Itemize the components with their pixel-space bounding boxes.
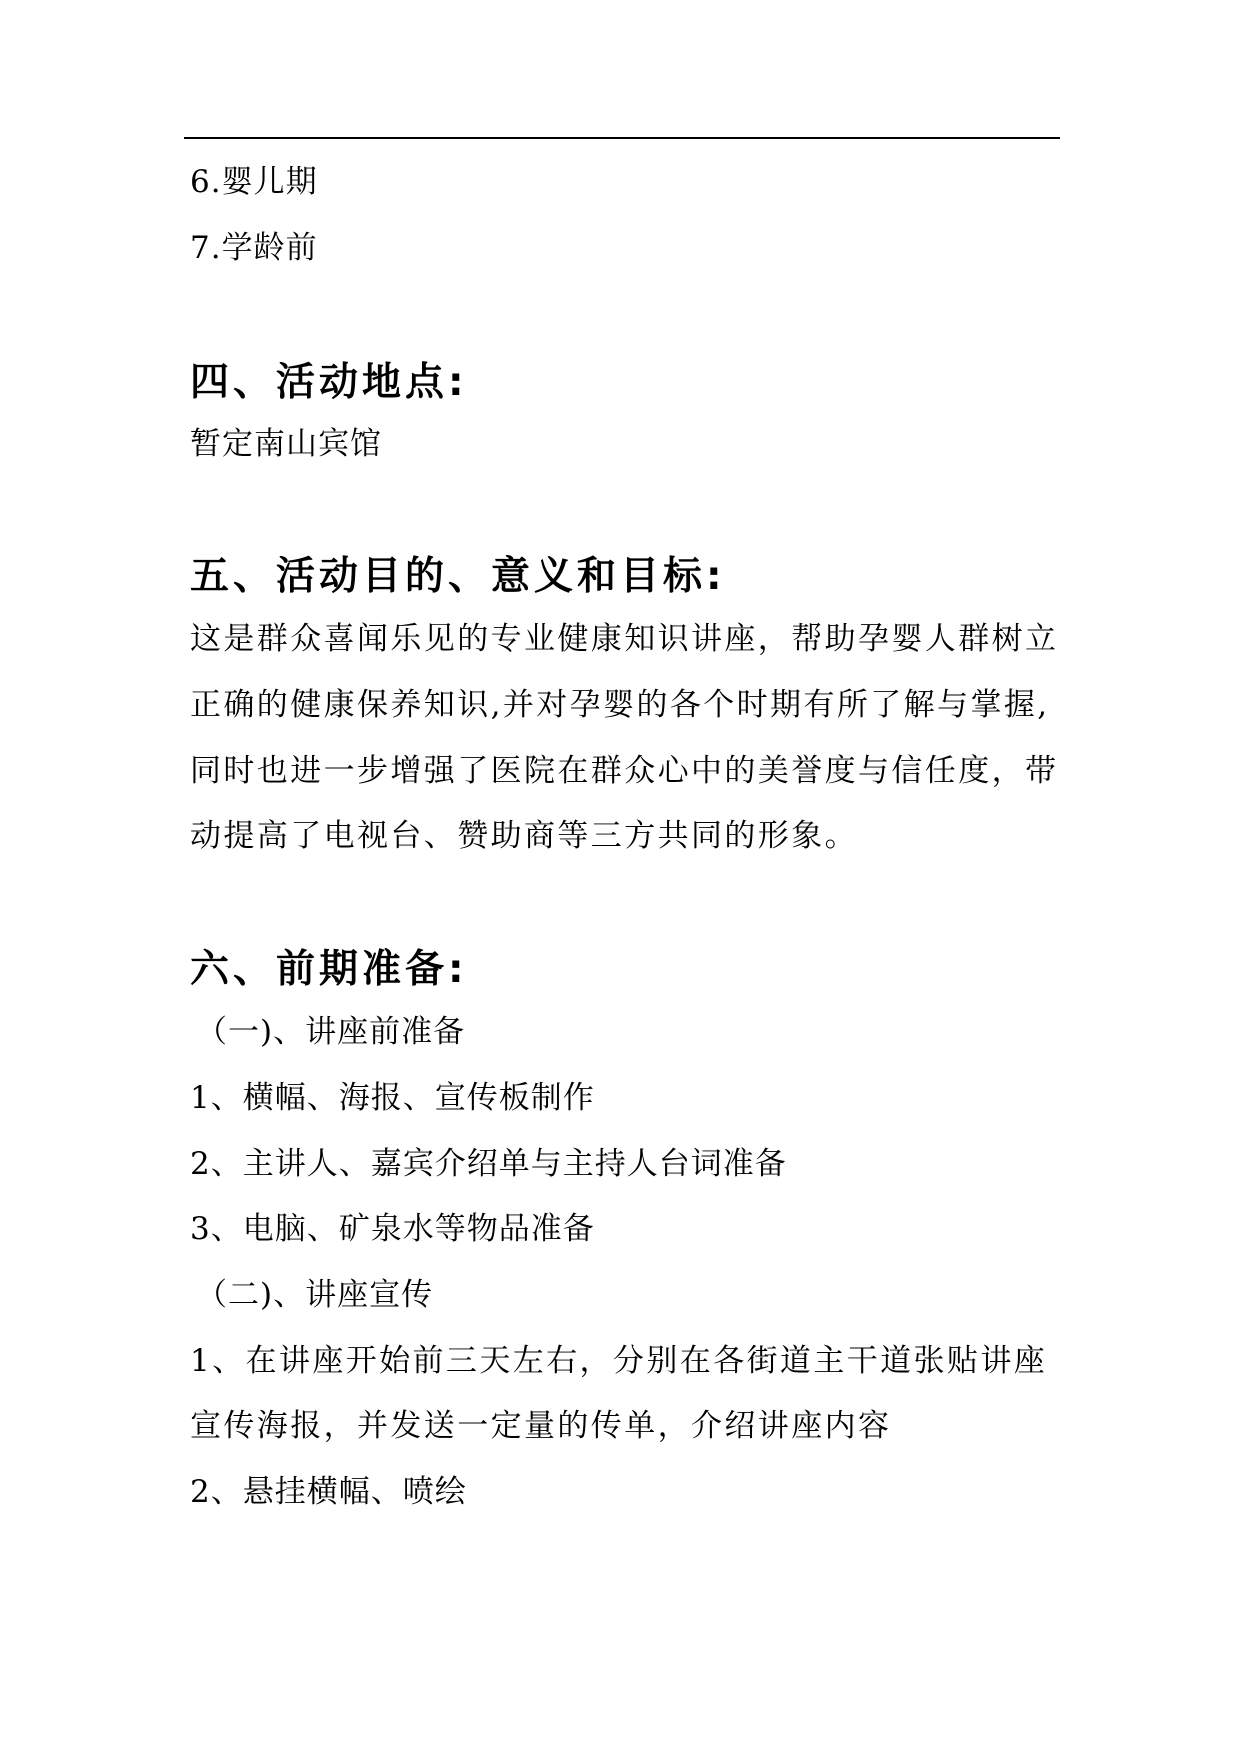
section-heading-purpose: 五、活动目的、意义和目标: [190, 554, 726, 599]
header-rule [184, 137, 1060, 139]
purpose-paragraph-line: 正确的健康保养知识,并对孕婴的各个时期有所了解与掌握, [190, 687, 1050, 723]
list-item-preschool: 7.学龄前 [190, 230, 318, 266]
location-text: 暂定南山宾馆 [190, 426, 382, 462]
list-item-continuation: 宣传海报，并发送一定量的传单，介绍讲座内容 [190, 1408, 892, 1444]
list-item: 1、在讲座开始前三天左右，分别在各街道主干道张贴讲座 [190, 1343, 1048, 1379]
list-item: 3、电脑、矿泉水等物品准备 [190, 1211, 595, 1247]
section-heading-preparation: 六、前期准备: [190, 947, 468, 992]
purpose-paragraph-line: 这是群众喜闻乐见的专业健康知识讲座，帮助孕婴人群树立 [190, 621, 1059, 657]
list-item: 2、主讲人、嘉宾介绍单与主持人台词准备 [190, 1146, 787, 1182]
subsection-title-publicity: （二)、讲座宣传 [196, 1277, 434, 1313]
purpose-paragraph-line: 动提高了电视台、赞助商等三方共同的形象。 [190, 818, 858, 854]
list-item: 2、悬挂横幅、喷绘 [190, 1474, 467, 1510]
subsection-title-pre-lecture: （一)、讲座前准备 [196, 1014, 466, 1050]
list-item: 1、横幅、海报、宣传板制作 [190, 1080, 595, 1116]
section-heading-location: 四、活动地点: [190, 360, 468, 405]
list-item-infancy: 6.婴儿期 [190, 164, 318, 200]
purpose-paragraph-line: 同时也进一步增强了医院在群众心中的美誉度与信任度，带 [190, 753, 1059, 789]
